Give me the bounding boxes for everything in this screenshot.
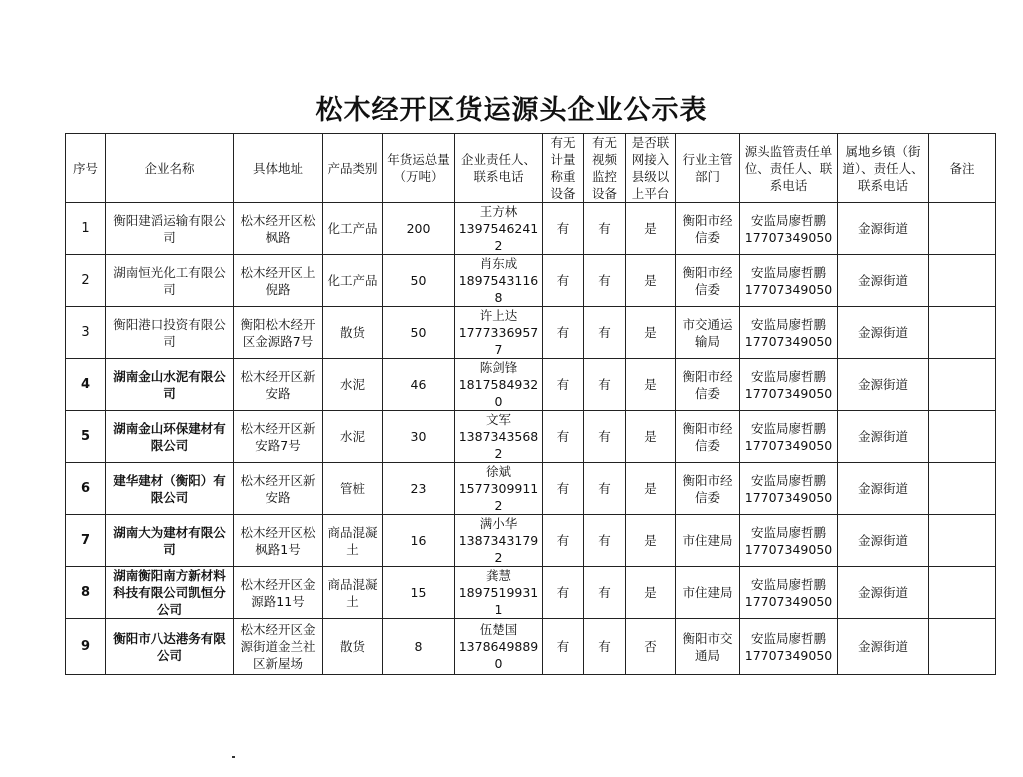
company-name: 湖南衡阳南方新材料科技有限公司凯恒分公司 (106, 567, 234, 619)
weigh-device: 有 (543, 515, 584, 567)
weigh-device: 有 (543, 307, 584, 359)
table-row (66, 203, 996, 255)
volume: 50 (383, 255, 455, 307)
remark (929, 255, 996, 307)
weigh-device: 有 (543, 203, 584, 255)
video-device: 有 (584, 515, 626, 567)
video-device: 有 (584, 567, 626, 619)
person-name: 伍楚国 (479, 622, 518, 637)
header-address: 具体地址 (234, 134, 323, 203)
volume: 15 (383, 567, 455, 619)
header-person: 企业责任人、联系电话 (455, 134, 543, 203)
row-index: 9 (66, 619, 106, 675)
table-row (66, 359, 996, 411)
network-status: 是 (626, 307, 676, 359)
address: 松木经开区新安路 (234, 359, 323, 411)
table-row (66, 619, 996, 675)
category: 商品混凝土 (323, 515, 383, 567)
person-name: 许上达 (479, 308, 518, 323)
dept: 衡阳市经信委 (676, 359, 740, 411)
network-status: 是 (626, 463, 676, 515)
remark (929, 619, 996, 675)
header-network: 是否联网接入县级以上平台 (626, 134, 676, 203)
dept: 衡阳市交通局 (676, 619, 740, 675)
header-category: 产品类别 (323, 134, 383, 203)
remark (929, 359, 996, 411)
weigh-device: 有 (543, 359, 584, 411)
table-row (66, 463, 996, 515)
supervisor-phone: 17707349050 (744, 541, 833, 557)
category: 化工产品 (323, 203, 383, 255)
dept: 衡阳市经信委 (676, 203, 740, 255)
dept: 市交通运输局 (676, 307, 740, 359)
remark (929, 515, 996, 567)
weigh-device: 有 (543, 255, 584, 307)
person-name: 龚慧 (485, 568, 511, 583)
dept: 衡阳市经信委 (676, 463, 740, 515)
person-phone: 13975462412 (458, 221, 539, 253)
weigh-device: 有 (543, 411, 584, 463)
address: 松木经开区新安路7号 (234, 411, 323, 463)
supervisor-contact (740, 255, 838, 307)
row-index: 7 (66, 515, 106, 567)
volume: 8 (383, 619, 455, 675)
supervisor-name: 安监局廖哲鹏 (750, 264, 826, 280)
township: 金源街道 (838, 203, 929, 255)
person-phone: 18975431168 (458, 273, 539, 305)
address: 松木经开区上倪路 (234, 255, 323, 307)
header-dept: 行业主管部门 (676, 134, 740, 203)
company-name: 衡阳建滔运输有限公司 (106, 203, 234, 255)
volume: 16 (383, 515, 455, 567)
supervisor-contact (740, 411, 838, 463)
supervisor-contact (740, 307, 838, 359)
volume: 30 (383, 411, 455, 463)
company-name: 湖南大为建材有限公司 (106, 515, 234, 567)
company-name: 湖南金山水泥有限公司 (106, 359, 234, 411)
video-device: 有 (584, 255, 626, 307)
network-status: 是 (626, 203, 676, 255)
person-name: 肖东成 (479, 256, 518, 271)
header-remark: 备注 (929, 134, 996, 203)
township: 金源街道 (838, 411, 929, 463)
header-company-name: 企业名称 (106, 134, 234, 203)
person-name: 文军 (485, 412, 511, 427)
supervisor-phone: 17707349050 (744, 437, 833, 453)
weigh-device: 有 (543, 619, 584, 675)
table-row (66, 307, 996, 359)
address: 松木经开区新安路 (234, 463, 323, 515)
category: 管桩 (323, 463, 383, 515)
video-device: 有 (584, 203, 626, 255)
remark (929, 307, 996, 359)
supervisor-name: 安监局廖哲鹏 (750, 576, 826, 592)
township: 金源街道 (838, 515, 929, 567)
supervisor-contact (740, 359, 838, 411)
row-index: 3 (66, 307, 106, 359)
person-contact (455, 411, 543, 463)
category: 散货 (323, 619, 383, 675)
category: 水泥 (323, 359, 383, 411)
supervisor-contact (740, 567, 838, 619)
person-phone: 18975199311 (458, 585, 539, 617)
address: 松木经开区金源街道金兰社区新屋场 (234, 619, 323, 675)
row-index: 2 (66, 255, 106, 307)
dept: 衡阳市经信委 (676, 255, 740, 307)
person-name: 王方林 (479, 204, 518, 219)
township: 金源街道 (838, 619, 929, 675)
video-device: 有 (584, 463, 626, 515)
supervisor-contact (740, 203, 838, 255)
supervisor-contact (740, 515, 838, 567)
remark (929, 411, 996, 463)
volume: 23 (383, 463, 455, 515)
row-index: 5 (66, 411, 106, 463)
header-supervisor: 源头监管责任单位、责任人、联系电话 (740, 134, 838, 203)
page-title: 松木经开区货运源头企业公示表 (315, 95, 708, 126)
volume: 50 (383, 307, 455, 359)
category: 水泥 (323, 411, 383, 463)
address: 松木经开区金源路11号 (234, 567, 323, 619)
dept: 衡阳市经信委 (676, 411, 740, 463)
person-contact (455, 307, 543, 359)
person-contact (455, 203, 543, 255)
supervisor-phone: 17707349050 (744, 333, 833, 349)
township: 金源街道 (838, 359, 929, 411)
supervisor-contact (740, 619, 838, 675)
person-phone: 13786498890 (458, 639, 539, 671)
table-row (66, 411, 996, 463)
supervisor-contact (740, 463, 838, 515)
person-contact (455, 567, 543, 619)
person-contact (455, 359, 543, 411)
township: 金源街道 (838, 255, 929, 307)
network-status: 是 (626, 515, 676, 567)
row-index: 1 (66, 203, 106, 255)
enterprise-table (65, 133, 996, 675)
header-video: 有无视频监控设备 (584, 134, 626, 203)
supervisor-phone: 17707349050 (744, 229, 833, 245)
person-phone: 15773099112 (458, 481, 539, 513)
address: 衡阳松木经开区金源路7号 (234, 307, 323, 359)
scan-speck (232, 756, 235, 758)
dept: 市住建局 (676, 515, 740, 567)
person-contact (455, 515, 543, 567)
person-phone: 13873435682 (458, 429, 539, 461)
supervisor-name: 安监局廖哲鹏 (750, 472, 826, 488)
address: 松木经开区松枫路 (234, 203, 323, 255)
network-status: 是 (626, 567, 676, 619)
row-index: 8 (66, 567, 106, 619)
header-volume: 年货运总量（万吨） (383, 134, 455, 203)
supervisor-name: 安监局廖哲鹏 (750, 316, 826, 332)
network-status: 否 (626, 619, 676, 675)
volume: 200 (383, 203, 455, 255)
network-status: 是 (626, 359, 676, 411)
video-device: 有 (584, 307, 626, 359)
supervisor-name: 安监局廖哲鹏 (750, 630, 826, 646)
category: 商品混凝土 (323, 567, 383, 619)
remark (929, 203, 996, 255)
person-name: 陈剑锋 (479, 360, 518, 375)
network-status: 是 (626, 411, 676, 463)
category: 化工产品 (323, 255, 383, 307)
supervisor-phone: 17707349050 (744, 489, 833, 505)
township: 金源街道 (838, 567, 929, 619)
address: 松木经开区松枫路1号 (234, 515, 323, 567)
supervisor-phone: 17707349050 (744, 647, 833, 663)
supervisor-phone: 17707349050 (744, 593, 833, 609)
company-name: 湖南金山环保建材有限公司 (106, 411, 234, 463)
township: 金源街道 (838, 463, 929, 515)
supervisor-phone: 17707349050 (744, 385, 833, 401)
supervisor-name: 安监局廖哲鹏 (750, 368, 826, 384)
person-contact (455, 619, 543, 675)
person-contact (455, 463, 543, 515)
weigh-device: 有 (543, 463, 584, 515)
supervisor-name: 安监局廖哲鹏 (750, 420, 826, 436)
video-device: 有 (584, 359, 626, 411)
header-index: 序号 (66, 134, 106, 203)
supervisor-phone: 17707349050 (744, 281, 833, 297)
person-name: 满小华 (479, 516, 518, 531)
network-status: 是 (626, 255, 676, 307)
person-phone: 13873431792 (458, 533, 539, 565)
remark (929, 463, 996, 515)
row-index: 6 (66, 463, 106, 515)
volume: 46 (383, 359, 455, 411)
header-township: 属地乡镇（街道）、责任人、联系电话 (838, 134, 929, 203)
company-name: 衡阳市八达港务有限公司 (106, 619, 234, 675)
row-index: 4 (66, 359, 106, 411)
company-name: 湖南恒光化工有限公司 (106, 255, 234, 307)
company-name: 衡阳港口投资有限公司 (106, 307, 234, 359)
supervisor-name: 安监局廖哲鹏 (750, 524, 826, 540)
weigh-device: 有 (543, 567, 584, 619)
video-device: 有 (584, 619, 626, 675)
header-weigh: 有无计量称重设备 (543, 134, 584, 203)
person-phone: 17773369577 (458, 325, 539, 357)
table-row (66, 255, 996, 307)
category: 散货 (323, 307, 383, 359)
person-contact (455, 255, 543, 307)
supervisor-name: 安监局廖哲鹏 (750, 212, 826, 228)
township: 金源街道 (838, 307, 929, 359)
video-device: 有 (584, 411, 626, 463)
person-name: 徐斌 (485, 464, 511, 479)
table-row (66, 515, 996, 567)
dept: 市住建局 (676, 567, 740, 619)
remark (929, 567, 996, 619)
company-name: 建华建材（衡阳）有限公司 (106, 463, 234, 515)
table-header-row (66, 134, 996, 203)
person-phone: 18175849320 (458, 377, 539, 409)
table-row (66, 567, 996, 619)
